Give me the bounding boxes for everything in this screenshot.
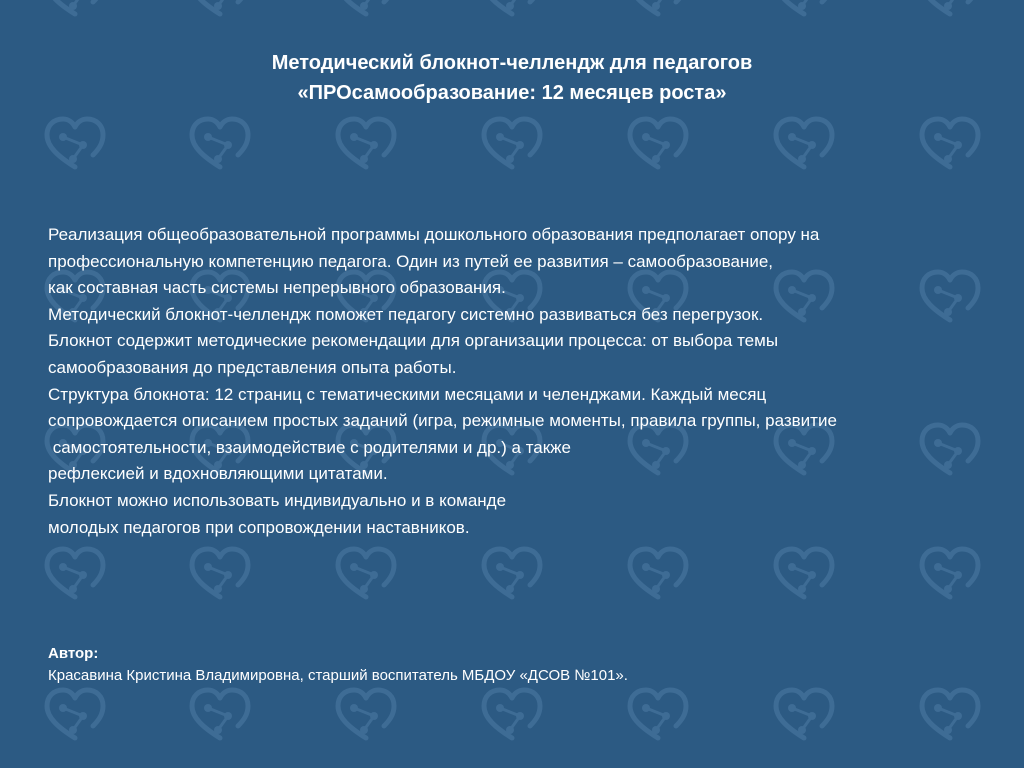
description-line: профессиональную компетенцию педагога. Один из путей ее развития – самообразование, [48,251,774,271]
heart-molecule-icon [186,115,254,175]
description-block [48,222,1008,541]
heart-molecule-icon [332,0,400,22]
heart-molecule-icon [332,115,400,175]
author-text: Красавина Кристина Владимировна, старший воспитатель МБДОУ «ДСОВ №101». [48,667,628,684]
heart-molecule-icon [41,686,109,746]
heart-molecule-icon [916,686,984,746]
author-label: Автор: [48,645,99,662]
heart-molecule-icon [770,686,838,746]
heart-molecule-icon [478,545,546,605]
description-line: сопровождается описанием простых заданий (игра, режимные моменты, правила группы, развитие [48,411,837,431]
description-line: самообразования до представления опыта работы. [48,357,457,377]
heart-molecule-icon [770,0,838,22]
title-line-2: «ПРОсамообразование: 12 месяцев роста» [297,82,727,104]
heart-molecule-icon [332,686,400,746]
heart-molecule-icon [478,115,546,175]
heart-molecule-icon [478,686,546,746]
heart-molecule-icon [332,545,400,605]
description-line: молодых педагогов при сопровождении наставников. [48,517,470,537]
heart-molecule-icon [624,686,692,746]
heart-molecule-icon [41,0,109,22]
heart-molecule-icon [916,545,984,605]
description-line: Блокнот содержит методические рекомендации для организации процесса: от выбора темы [48,331,779,351]
title-line-1: Методический блокнот-челлендж для педагогов [271,52,753,74]
description-line: как составная часть системы непрерывного образования. [48,278,506,298]
description-line: самостоятельности, взаимодействие с родителями и др.) а также [48,437,572,457]
heart-molecule-icon [770,545,838,605]
page-title [0,48,1024,108]
heart-molecule-icon [916,115,984,175]
description-line: Методический блокнот-челлендж поможет педагогу системно развиваться без перегрузок. [48,304,764,324]
heart-molecule-icon [624,115,692,175]
description-line: Реализация общеобразовательной программы дошкольного образования предполагает опору на [48,225,820,244]
heart-molecule-icon [186,545,254,605]
heart-molecule-icon [41,115,109,175]
heart-molecule-icon [478,0,546,22]
heart-molecule-icon [916,0,984,22]
heart-molecule-icon [624,0,692,22]
description-line: Блокнот можно использовать индивидуально и в команде [48,490,507,510]
description-line: рефлексией и вдохновляющими цитатами. [48,464,388,484]
heart-molecule-icon [770,115,838,175]
heart-molecule-icon [186,686,254,746]
heart-molecule-icon [186,0,254,22]
heart-molecule-icon [624,545,692,605]
heart-molecule-icon [41,545,109,605]
description-line: Структура блокнота: 12 страниц с тематическими месяцами и челенджами. Каждый месяц [48,384,767,404]
